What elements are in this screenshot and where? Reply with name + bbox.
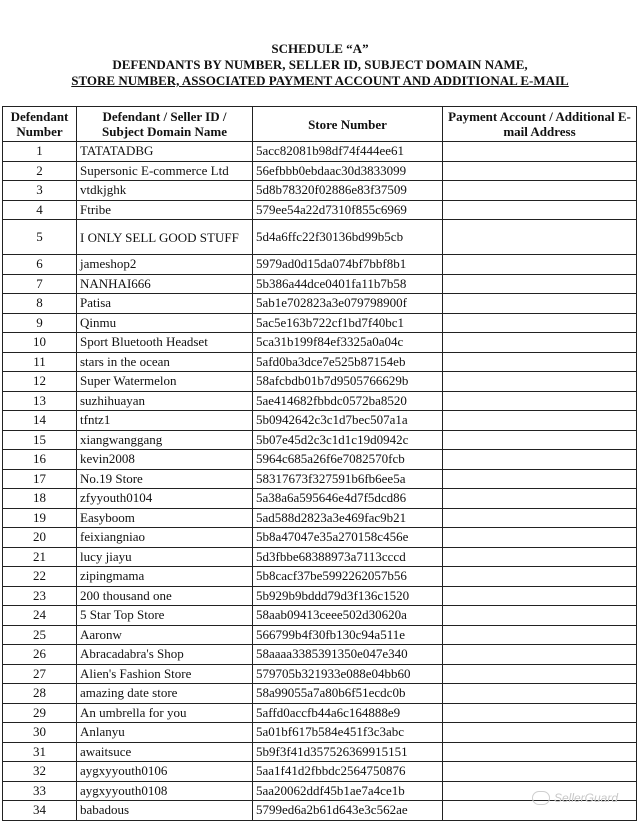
table-row: [3, 684, 637, 704]
defendant-number-cell: 23: [3, 586, 77, 606]
table-header-row: [3, 107, 637, 142]
defendant-number-cell: 32: [3, 762, 77, 782]
seller-id-cell: Easyboom: [77, 508, 253, 528]
table-row: [3, 220, 637, 255]
store-number-cell: 5b929b9bddd79d3f136c1520: [253, 586, 443, 606]
seller-id-cell: Alien's Fashion Store: [77, 664, 253, 684]
defendant-number-cell: 21: [3, 547, 77, 567]
defendant-number-cell: 31: [3, 742, 77, 762]
defendant-number-cell: 17: [3, 469, 77, 489]
defendant-number-cell: 6: [3, 255, 77, 275]
payment-account-cell: [443, 161, 637, 181]
seller-id-cell: NANHAI666: [77, 274, 253, 294]
watermark: [532, 791, 618, 805]
table-row: [3, 313, 637, 333]
table-row: [3, 606, 637, 626]
store-number-cell: 56efbbb0ebdaac30d3833099: [253, 161, 443, 181]
store-number-cell: 5979ad0d15da074bf7bbf8b1: [253, 255, 443, 275]
seller-id-cell: Super Watermelon: [77, 372, 253, 392]
table-row: [3, 391, 637, 411]
table-row: [3, 294, 637, 314]
store-number-cell: 5964c685a26f6e7082570fcb: [253, 450, 443, 470]
seller-id-cell: Aaronw: [77, 625, 253, 645]
schedule-subtitle-line2: STORE NUMBER, ASSOCIATED PAYMENT ACCOUNT AND ADDITIONAL E-MAIL: [71, 73, 569, 88]
schedule-title: SCHEDULE “A”: [271, 41, 369, 56]
payment-account-cell: [443, 450, 637, 470]
seller-id-cell: feixiangniao: [77, 528, 253, 548]
defendant-number-cell: 10: [3, 333, 77, 353]
payment-account-cell: [443, 528, 637, 548]
seller-id-cell: Ftribe: [77, 200, 253, 220]
defendant-number-cell: 33: [3, 781, 77, 801]
watermark-text: SellerGuard: [553, 791, 618, 805]
payment-account-cell: [443, 430, 637, 450]
seller-id-cell: Anlanyu: [77, 723, 253, 743]
payment-account-cell: [443, 220, 637, 255]
store-number-cell: 58afcbdb01b7d9505766629b: [253, 372, 443, 392]
seller-id-cell: No.19 Store: [77, 469, 253, 489]
seller-id-cell: amazing date store: [77, 684, 253, 704]
table-body: [3, 142, 637, 821]
seller-id-cell: xiangwanggang: [77, 430, 253, 450]
table-row: [3, 723, 637, 743]
defendant-number-cell: 8: [3, 294, 77, 314]
store-number-cell: 579ee54a22d7310f855c6969: [253, 200, 443, 220]
payment-account-cell: [443, 181, 637, 201]
table-row: [3, 450, 637, 470]
table-row: [3, 625, 637, 645]
seller-id-cell: aygxyyouth0108: [77, 781, 253, 801]
store-number-cell: 5d3fbbe68388973a7113cccd: [253, 547, 443, 567]
defendant-number-cell: 28: [3, 684, 77, 704]
defendant-number-cell: 7: [3, 274, 77, 294]
store-number-cell: 58aaaa3385391350e047e340: [253, 645, 443, 665]
store-number-cell: 58aab09413ceee502d30620a: [253, 606, 443, 626]
store-number-cell: 5ab1e702823a3e079798900f: [253, 294, 443, 314]
wechat-icon: [532, 791, 550, 805]
table-row: [3, 469, 637, 489]
payment-account-cell: [443, 606, 637, 626]
table-row: [3, 489, 637, 509]
seller-id-cell: stars in the ocean: [77, 352, 253, 372]
table-row: [3, 645, 637, 665]
store-number-cell: 5ad588d2823a3e469fac9b21: [253, 508, 443, 528]
seller-id-cell: 5 Star Top Store: [77, 606, 253, 626]
payment-account-cell: [443, 664, 637, 684]
payment-account-cell: [443, 567, 637, 587]
store-number-cell: 5acc82081b98df74f444ee61: [253, 142, 443, 162]
payment-account-cell: [443, 586, 637, 606]
store-number-cell: 5d4a6ffc22f30136bd99b5cb: [253, 220, 443, 255]
table-row: [3, 528, 637, 548]
table-row: [3, 181, 637, 201]
payment-account-cell: [443, 645, 637, 665]
defendant-number-cell: 13: [3, 391, 77, 411]
defendant-number-cell: 16: [3, 450, 77, 470]
table-row: [3, 372, 637, 392]
store-number-cell: 5b8cacf37be5992262057b56: [253, 567, 443, 587]
seller-id-cell: An umbrella for you: [77, 703, 253, 723]
defendant-number-cell: 9: [3, 313, 77, 333]
defendant-number-cell: 19: [3, 508, 77, 528]
defendant-number-cell: 1: [3, 142, 77, 162]
store-number-cell: 5aa20062ddf45b1ae7a4ce1b: [253, 781, 443, 801]
table-row: [3, 586, 637, 606]
seller-id-cell: Qinmu: [77, 313, 253, 333]
defendant-number-cell: 2: [3, 161, 77, 181]
payment-account-cell: [443, 391, 637, 411]
table-row: [3, 430, 637, 450]
schedule-header: [0, 41, 640, 89]
column-header-store-number: Store Number: [253, 107, 443, 142]
table-row: [3, 255, 637, 275]
defendants-table: [2, 106, 637, 821]
defendant-number-cell: 5: [3, 220, 77, 255]
table-row: [3, 703, 637, 723]
table-row: [3, 142, 637, 162]
store-number-cell: 5799ed6a2b61d643e3c562ae: [253, 801, 443, 821]
defendant-number-cell: 29: [3, 703, 77, 723]
payment-account-cell: [443, 625, 637, 645]
store-number-cell: 5aa1f41d2fbbdc2564750876: [253, 762, 443, 782]
seller-id-cell: zipingmama: [77, 567, 253, 587]
table-row: [3, 547, 637, 567]
seller-id-cell: tfntz1: [77, 411, 253, 431]
store-number-cell: 5b0942642c3c1d7bec507a1a: [253, 411, 443, 431]
store-number-cell: 5ae414682fbbdc0572ba8520: [253, 391, 443, 411]
seller-id-cell: Supersonic E-commerce Ltd: [77, 161, 253, 181]
table-row: [3, 742, 637, 762]
seller-id-cell: suzhihuayan: [77, 391, 253, 411]
table-row: [3, 664, 637, 684]
seller-id-cell: I ONLY SELL GOOD STUFF: [77, 220, 253, 255]
schedule-subtitle-line1: DEFENDANTS BY NUMBER, SELLER ID, SUBJECT DOMAIN NAME,: [112, 57, 528, 72]
store-number-cell: 5b07e45d2c3c1d1c19d0942c: [253, 430, 443, 450]
defendant-number-cell: 14: [3, 411, 77, 431]
seller-id-cell: Abracadabra's Shop: [77, 645, 253, 665]
table-row: [3, 762, 637, 782]
payment-account-cell: [443, 255, 637, 275]
payment-account-cell: [443, 684, 637, 704]
payment-account-cell: [443, 294, 637, 314]
payment-account-cell: [443, 333, 637, 353]
seller-id-cell: babadous: [77, 801, 253, 821]
seller-id-cell: jameshop2: [77, 255, 253, 275]
store-number-cell: 58a99055a7a80b6f51ecdc0b: [253, 684, 443, 704]
table-row: [3, 352, 637, 372]
store-number-cell: 5b9f3f41d357526369915151: [253, 742, 443, 762]
defendant-number-cell: 34: [3, 801, 77, 821]
store-number-cell: 5d8b78320f02886e83f37509: [253, 181, 443, 201]
payment-account-cell: [443, 313, 637, 333]
payment-account-cell: [443, 142, 637, 162]
seller-id-cell: TATATADBG: [77, 142, 253, 162]
seller-id-cell: vtdkjghk: [77, 181, 253, 201]
payment-account-cell: [443, 372, 637, 392]
seller-id-cell: Patisa: [77, 294, 253, 314]
seller-id-cell: aygxyyouth0106: [77, 762, 253, 782]
store-number-cell: 566799b4f30fb130c94a511e: [253, 625, 443, 645]
store-number-cell: 5b386a44dce0401fa11b7b58: [253, 274, 443, 294]
column-header-seller-id: Defendant / Seller ID / Subject Domain Name: [77, 107, 253, 142]
payment-account-cell: [443, 489, 637, 509]
seller-id-cell: Sport Bluetooth Headset: [77, 333, 253, 353]
defendant-number-cell: 11: [3, 352, 77, 372]
seller-id-cell: kevin2008: [77, 450, 253, 470]
store-number-cell: 58317673f327591b6fb6ee5a: [253, 469, 443, 489]
seller-id-cell: lucy jiayu: [77, 547, 253, 567]
defendant-number-cell: 18: [3, 489, 77, 509]
payment-account-cell: [443, 352, 637, 372]
store-number-cell: 5b8a47047e35a270158c456e: [253, 528, 443, 548]
table-row: [3, 567, 637, 587]
table-row: [3, 200, 637, 220]
defendant-number-cell: 22: [3, 567, 77, 587]
defendant-number-cell: 20: [3, 528, 77, 548]
payment-account-cell: [443, 508, 637, 528]
payment-account-cell: [443, 547, 637, 567]
defendant-number-cell: 12: [3, 372, 77, 392]
store-number-cell: 5a38a6a595646e4d7f5dcd86: [253, 489, 443, 509]
defendant-number-cell: 27: [3, 664, 77, 684]
defendant-number-cell: 25: [3, 625, 77, 645]
payment-account-cell: [443, 703, 637, 723]
payment-account-cell: [443, 723, 637, 743]
store-number-cell: 5affd0accfb44a6c164888e9: [253, 703, 443, 723]
table-row: [3, 161, 637, 181]
payment-account-cell: [443, 742, 637, 762]
defendant-number-cell: 24: [3, 606, 77, 626]
store-number-cell: 5a01bf617b584e451f3c3abc: [253, 723, 443, 743]
column-header-payment-account: Payment Account / Additional E-mail Address: [443, 107, 637, 142]
payment-account-cell: [443, 274, 637, 294]
seller-id-cell: 200 thousand one: [77, 586, 253, 606]
seller-id-cell: zfyyouth0104: [77, 489, 253, 509]
seller-id-cell: awaitsuce: [77, 742, 253, 762]
table-row: [3, 274, 637, 294]
payment-account-cell: [443, 411, 637, 431]
table-row: [3, 411, 637, 431]
defendant-number-cell: 30: [3, 723, 77, 743]
store-number-cell: 579705b321933e088e04bb60: [253, 664, 443, 684]
column-header-defendant-number: Defendant Number: [3, 107, 77, 142]
table-row: [3, 508, 637, 528]
payment-account-cell: [443, 762, 637, 782]
payment-account-cell: [443, 469, 637, 489]
store-number-cell: 5afd0ba3dce7e525b87154eb: [253, 352, 443, 372]
defendant-number-cell: 15: [3, 430, 77, 450]
payment-account-cell: [443, 200, 637, 220]
defendant-number-cell: 26: [3, 645, 77, 665]
store-number-cell: 5ca31b199f84ef3325a0a04c: [253, 333, 443, 353]
table-row: [3, 333, 637, 353]
store-number-cell: 5ac5e163b722cf1bd7f40bc1: [253, 313, 443, 333]
defendant-number-cell: 3: [3, 181, 77, 201]
defendant-number-cell: 4: [3, 200, 77, 220]
